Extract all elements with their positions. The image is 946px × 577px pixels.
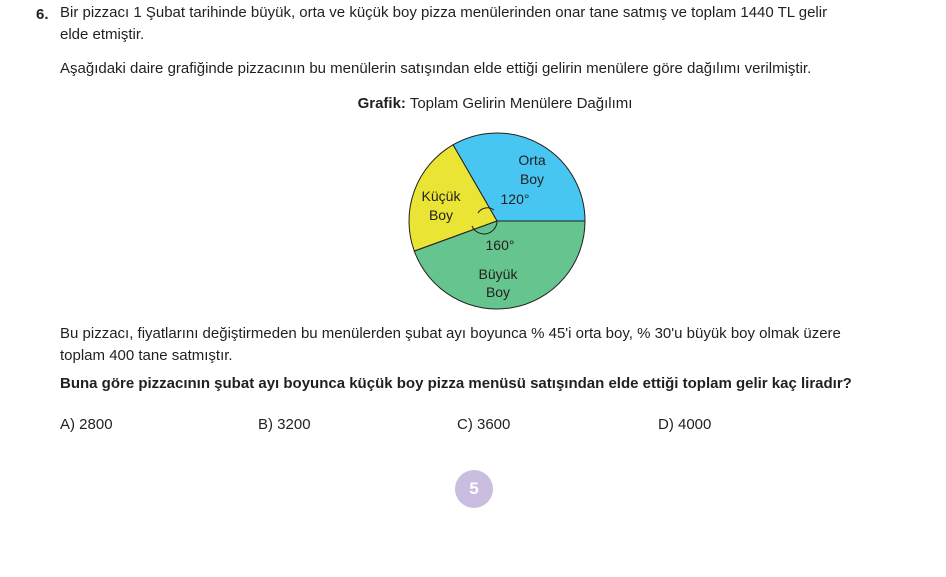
slice-label-kucuk-2: Boy — [428, 207, 454, 223]
question-number: 6. — [36, 6, 49, 23]
question-followup — [60, 323, 940, 367]
intro-line-1: Bir pizzacı 1 Şubat tarihinde büyük, orta ve küçük boy pizza menülerinden onar tane satmış ve toplam 1440 TL gelir — [60, 4, 828, 21]
slice-label-buyuk-2: Boy — [485, 284, 511, 300]
followup-line-2: toplam 400 tane satmıştır. — [60, 347, 233, 364]
slice-label-buyuk-1: Büyük — [478, 266, 518, 282]
intro-line-2: elde etmiştir. — [60, 26, 145, 43]
slice-label-kucuk-1: Küçük — [421, 188, 461, 204]
option-b[interactable]: B) 3200 — [258, 416, 311, 433]
page-number-badge: 5 — [455, 470, 493, 508]
option-c[interactable]: C) 3600 — [457, 416, 511, 433]
followup-line-1: Bu pizzacı, fiyatlarını değiştirmeden bu menülerden şubat ayı boyunca % 45'i orta boy, % 30'u büyük boy olmak üzere — [60, 325, 841, 342]
option-a[interactable]: A) 2800 — [60, 416, 113, 433]
slice-label-orta-1: Orta — [518, 152, 546, 168]
angle-label-orta: 120° — [500, 191, 530, 207]
angle-label-buyuk: 160° — [485, 237, 515, 253]
chart-intro: Aşağıdaki daire grafiğinde pizzacının bu menülerin satışından elde ettiği gelirin menülere göre dağılımı verilmiştir. — [60, 60, 812, 77]
chart-title-bold: Grafik: — [357, 95, 406, 112]
question-prompt: Buna göre pizzacının şubat ayı boyunca küçük boy pizza menüsü satışından elde ettiği toplam gelir kaç liradır? — [60, 375, 852, 392]
option-d[interactable]: D) 4000 — [658, 416, 712, 433]
chart-title-text: Toplam Gelirin Menülere Dağılımı — [409, 95, 633, 112]
slice-label-orta-2: Boy — [519, 171, 545, 187]
